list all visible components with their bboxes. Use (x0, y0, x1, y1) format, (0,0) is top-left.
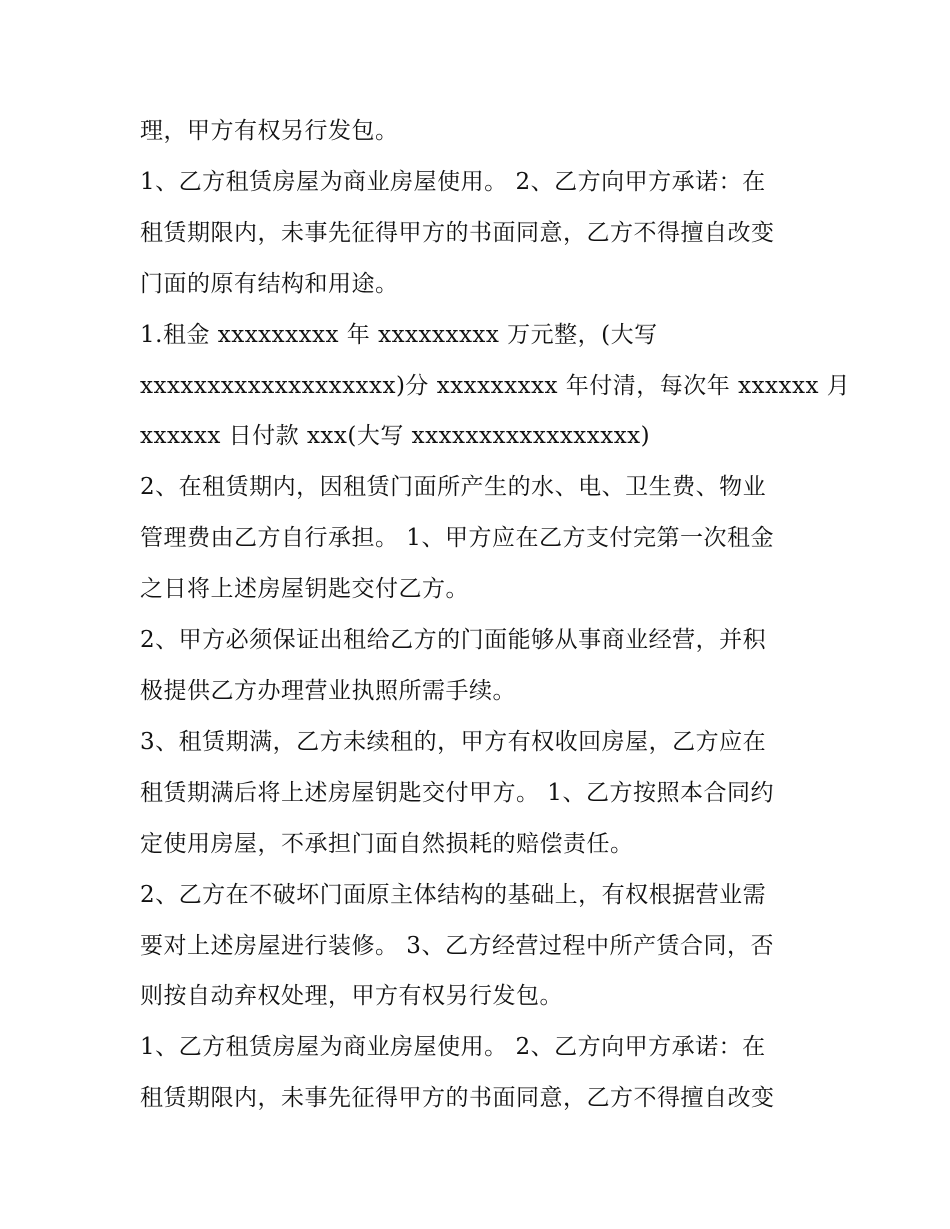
text-line: 管理费由乙方自行承担。 1、甲方应在乙方支付完第一次租金 (140, 525, 774, 552)
document-body (140, 106, 851, 1124)
text-line: 1、乙方租赁房屋为商业房屋使用。 2、乙方向甲方承诺：在 (140, 168, 766, 195)
text-line: 门面的原有结构和用途。 (140, 270, 399, 297)
text-line: 租赁期限内，未事先征得甲方的书面同意，乙方不得擅自改变 (140, 219, 775, 246)
text-line: 极提供乙方办理营业执照所需手续。 (140, 677, 516, 704)
text-line: 3、租赁期满，乙方未续租的，甲方有权收回房屋，乙方应在 (140, 728, 767, 755)
text-line: xxxxxxxxxxxxxxxxxxx)分 xxxxxxxxx 年付清，每次年 xxxxxx 月 (140, 372, 851, 399)
text-line: 理，甲方有权另行发包。 (140, 118, 399, 144)
text-line: 1、乙方租赁房屋为商业房屋使用。 2、乙方向甲方承诺：在 (140, 1034, 766, 1061)
text-line: 要对上述房屋进行装修。 3、乙方经营过程中所产赁合同，否 (140, 932, 774, 959)
text-line: 2、在租赁期内，因租赁门面所产生的水、电、卫生费、物业 (140, 474, 767, 501)
text-line: 租赁期限内，未事先征得甲方的书面同意，乙方不得擅自改变 (140, 1085, 775, 1112)
text-line: 1.租金 xxxxxxxxx 年 xxxxxxxxx 万元整，(大写 (140, 321, 658, 348)
text-line: 租赁期满后将上述房屋钥匙交付甲方。 1、乙方按照本合同约 (140, 779, 774, 806)
text-line: 之日将上述房屋钥匙交付乙方。 (140, 576, 469, 603)
text-line: 则按自动弃权处理，甲方有权另行发包。 (140, 983, 563, 1010)
text-line: 2、乙方在不破坏门面原主体结构的基础上，有权根据营业需 (140, 881, 767, 908)
text-line: 2、甲方必须保证出租给乙方的门面能够从事商业经营，并积 (140, 627, 767, 654)
text-line: 定使用房屋，不承担门面自然损耗的赔偿责任。 (140, 830, 634, 857)
text-line: xxxxxx 日付款 xxx(大写 xxxxxxxxxxxxxxxxx) (140, 423, 651, 450)
